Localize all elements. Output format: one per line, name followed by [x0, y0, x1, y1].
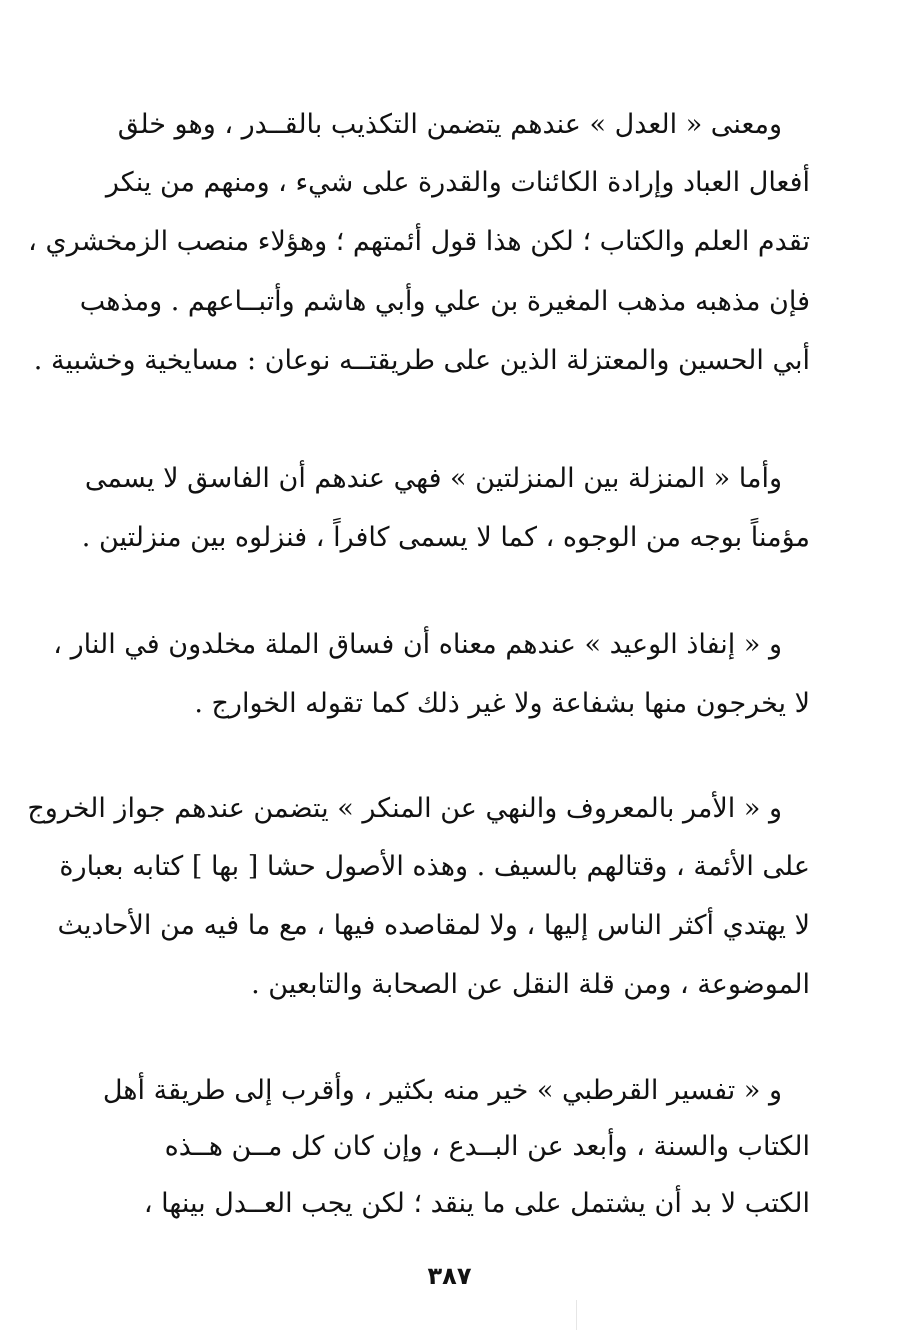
text-line: لا يهتدي أكثر الناس إليها ، ولا لمقاصده فيها ، مع ما فيه من الأحاديث — [57, 910, 810, 941]
text-line: ومعنى « العدل » عندهم يتضمن التكذيب بالقــدر ، وهو خلق — [117, 109, 782, 140]
text-line: و « إنفاذ الوعيد » عندهم معناه أن فساق الملة مخلدون في النار ، — [53, 629, 782, 660]
text-line: الموضوعة ، ومن قلة النقل عن الصحابة والتابعين . — [251, 969, 810, 1000]
paragraph-3 — [53, 620, 810, 740]
text-line: مؤمناً بوجه من الوجوه ، كما لا يسمى كافراً ، فنزلوه بين منزلتين . — [81, 522, 810, 553]
text-line: أفعال العباد وإرادة الكائنات والقدرة على شيء ، ومنهم من ينكر — [105, 167, 810, 198]
paragraph-5 — [102, 1066, 810, 1246]
paragraph-4 — [27, 784, 810, 1024]
text-line: فإن مذهبه مذهب المغيرة بن علي وأبي هاشم وأتبــاعهم . ومذهب — [79, 286, 810, 317]
text-line: لا يخرجون منها بشفاعة ولا غير ذلك كما تقوله الخوارج . — [194, 688, 810, 719]
text-line: و « تفسير القرطبي » خير منه بكثير ، وأقرب إلى طريقة أهل — [102, 1075, 782, 1106]
paragraph-1 — [28, 100, 810, 400]
paragraph-2 — [81, 454, 810, 574]
text-line: تقدم العلم والكتاب ؛ لكن هذا قول أئمتهم ؛ وهؤلاء منصب الزمخشري ، — [28, 226, 810, 257]
text-line: على الأئمة ، وقتالهم بالسيف . وهذه الأصول حشا [ بها ] كتابه بعبارة — [59, 851, 810, 882]
text-line: و « الأمر بالمعروف والنهي عن المنكر » يتضمن عندهم جواز الخروج — [27, 793, 782, 824]
page-number: ٣٨٧ — [427, 1262, 472, 1290]
text-line: أبي الحسين والمعتزلة الذين على طريقتــه نوعان : مسايخية وخشبية . — [33, 345, 810, 376]
text-line: وأما « المنزلة بين المنزلتين » فهي عندهم أن الفاسق لا يسمى — [84, 463, 782, 494]
text-line: الكتب لا بد أن يشتمل على ما ينقد ؛ لكن يجب العــدل بينها ، — [143, 1188, 810, 1219]
page-edge-mark — [576, 1300, 577, 1330]
text-line: الكتاب والسنة ، وأبعد عن البــدع ، وإن كان كل مــن هــذه — [164, 1131, 810, 1162]
